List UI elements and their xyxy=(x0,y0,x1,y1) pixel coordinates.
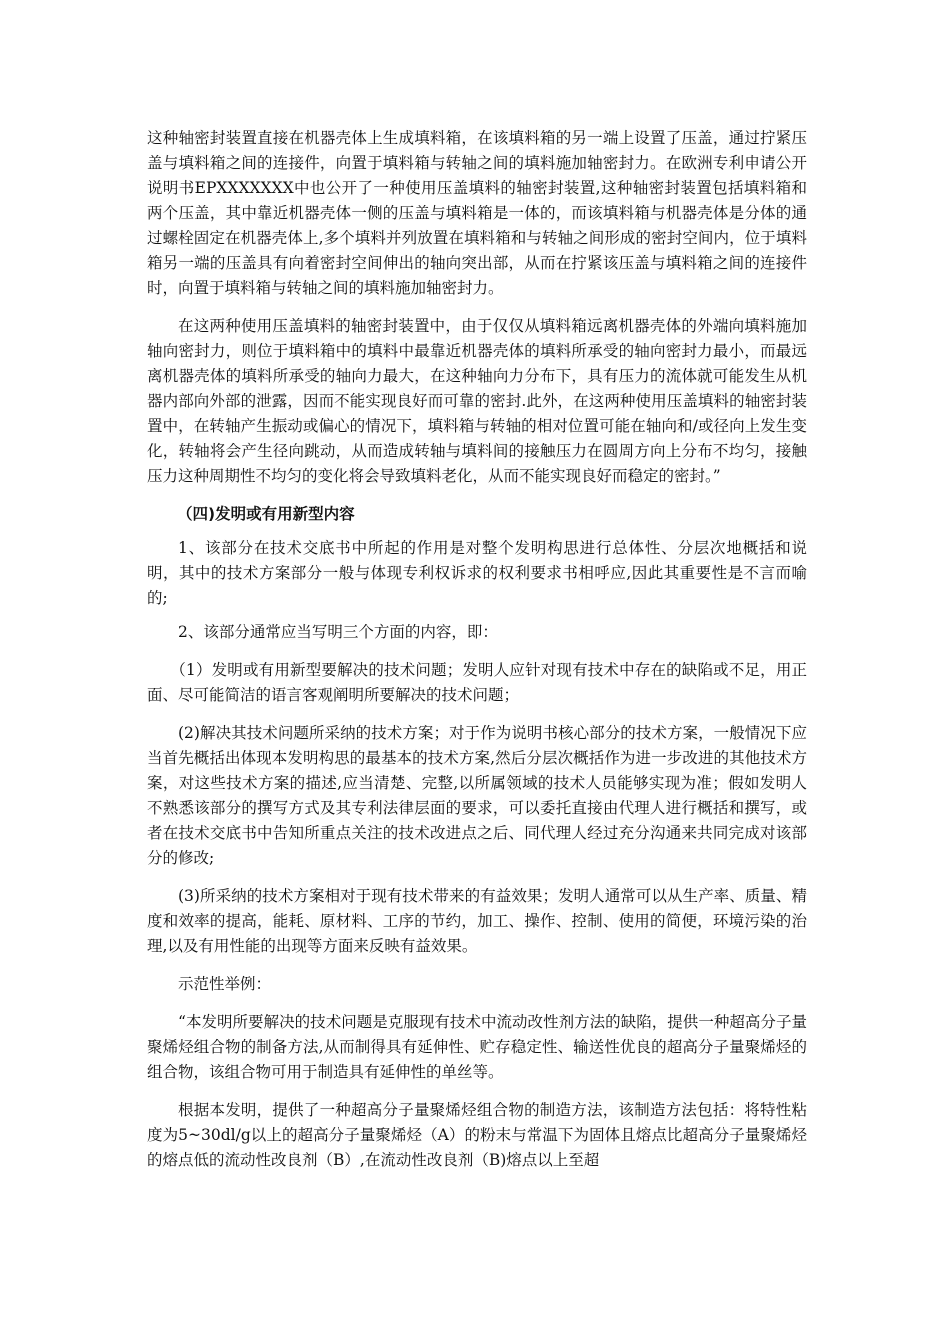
paragraph-prior-art-1: 这种轴密封装置直接在机器壳体上生成填料箱，在该填料箱的另一端上设置了压盖，通过拧紧压盖与填料箱之间的连接件，向置于填料箱与转轴之间的填料施加轴密封力。在欧洲专利申请公开说明书EPXXXXXXX中也公开了一种使用压盖填料的轴密封装置,这种轴密封装置包括填料箱和两个压盖，其中靠近机器壳体一侧的压盖与填料箱是一体的，而该填料箱与机器壳体是分体的通过螺栓固定在机器壳体上,多个填料并列放置在填料箱和与转轴之间形成的密封空间内，位于填料箱另一端的压盖具有向着密封空间伸出的轴向突出部，从而在拧紧该压盖与填料箱之间的连接件时，向置于填料箱与转轴之间的填料施加轴密封力。 xyxy=(147,129,807,297)
section-heading: （四)发明或有用新型内容 xyxy=(177,505,355,523)
example-label: 示范性举例： xyxy=(178,975,272,993)
paragraph-subitem-1: （1）发明或有用新型要解决的技术问题；发明人应针对现有技术中存在的缺陷或不足，用正面、尽可能简洁的语言客观阐明所要解决的技术问题； xyxy=(147,661,807,704)
paragraph-item-1: 1、该部分在技术交底书中所起的作用是对整个发明构思进行总体性、分层次地概括和说明，其中的技术方案部分一般与体现专利权诉求的权利要求书相呼应,因此其重要性是不言而喻的; xyxy=(147,539,807,607)
paragraph-subitem-3: (3)所采纳的技术方案相对于现有技术带来的有益效果；发明人通常可以从生产率、质量、精度和效率的提高，能耗、原材料、工序的节约，加工、操作、控制、使用的简便，环境污染的治理,以及有用性能的出现等方面来反映有益效果。 xyxy=(147,887,807,955)
paragraph-subitem-2: (2)解决其技术问题所采纳的技术方案；对于作为说明书核心部分的技术方案，一般情况下应当首先概括出体现本发明构思的最基本的技术方案,然后分层次概括作为进一步改进的其他技术方案，对这些技术方案的描述,应当清楚、完整,以所属领域的技术人员能够实现为准；假如发明人不熟悉该部分的撰写方式及其专利法律层面的要求，可以委托直接由代理人进行概括和撰写，或者在技术交底书中告知所重点关注的技术改进点之后、同代理人经过充分沟通来共同完成对该部分的修改; xyxy=(147,724,807,867)
example-paragraph-2: 根据本发明，提供了一种超高分子量聚烯烃组合物的制造方法，该制造方法包括：将特性粘度为5~30dl/g以上的超高分子量聚烯烃（A）的粉末与常温下为固体且熔点比超高分子量聚烯烃的熔点低的流动性改良剂（B）,在流动性改良剂（B)熔点以上至超 xyxy=(147,1101,807,1169)
paragraph-prior-art-2: 在这两种使用压盖填料的轴密封装置中，由于仅仅从填料箱远离机器壳体的外端向填料施加轴向密封力，则位于填料箱中的填料中最靠近机器壳体的填料所承受的轴向密封力最小，而最远离机器壳体的填料所承受的轴向力最大，在这种轴向力分布下，具有压力的流体就可能发生从机器内部向外部的泄露，因而不能实现良好而可靠的密封.此外，在这两种使用压盖填料的轴密封装置中，在转轴产生振动或偏心的情况下，填料箱与转轴的相对位置可能在轴向和/或径向上发生变化，转轴将会产生径向跳动，从而造成转轴与填料间的接触压力在圆周方向上分布不均匀，接触压力这种周期性不均匀的变化将会导致填料老化，从而不能实现良好而稳定的密封。” xyxy=(147,317,807,485)
document-body xyxy=(147,126,807,1173)
paragraph-item-2: 2、该部分通常应当写明三个方面的内容，即： xyxy=(178,623,498,641)
example-paragraph-1: “本发明所要解决的技术问题是克服现有技术中流动改性剂方法的缺陷，提供一种超高分子量聚烯烃组合物的制备方法,从而制得具有延伸性、贮存稳定性、输送性优良的超高分子量聚烯烃的组合物，该组合物可用于制造具有延伸性的单丝等。 xyxy=(147,1013,807,1081)
